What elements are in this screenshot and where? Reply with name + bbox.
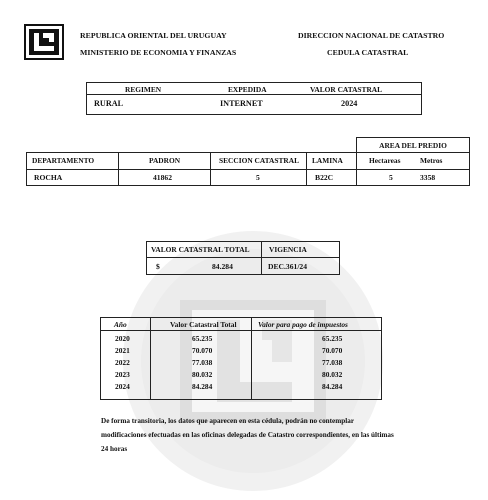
tax-header: Valor para pago de impuestos xyxy=(258,320,348,329)
validity-value: DEC.361/24 xyxy=(268,262,308,271)
property-col-divider xyxy=(118,152,119,186)
table-row xyxy=(100,334,382,344)
lamina-value: B22C xyxy=(315,173,334,182)
meters-value: 3358 xyxy=(420,173,436,182)
total-col-divider xyxy=(261,241,262,275)
year-cell: 2021 xyxy=(115,346,130,355)
value-year: 2024 xyxy=(341,99,358,108)
lamina-label: LAMINA xyxy=(312,156,343,165)
value-label: VALOR CATASTRAL xyxy=(310,85,383,94)
year-cell: 2020 xyxy=(115,334,130,343)
table-row xyxy=(100,382,382,392)
tax-cell: 65.235 xyxy=(322,334,343,343)
validity-label: VIGENCIA xyxy=(269,245,307,254)
summary-divider xyxy=(86,94,422,95)
total-header: Valor Catastral Total xyxy=(170,320,237,329)
total-cell: 65.235 xyxy=(192,334,213,343)
issued-label: EXPEDIDA xyxy=(228,85,267,94)
padron-label: PADRON xyxy=(149,156,181,165)
section-label: SECCION CATASTRAL xyxy=(219,156,300,165)
table-row xyxy=(100,370,382,380)
total-value-label: VALOR CATASTRAL TOTAL xyxy=(151,245,250,254)
hectares-value: 5 xyxy=(389,173,393,182)
document-title: CEDULA CATASTRAL xyxy=(327,48,409,57)
padron-value: 41862 xyxy=(153,173,172,182)
table-row xyxy=(100,346,382,356)
department-value: ROCHA xyxy=(34,173,63,182)
table-row xyxy=(100,358,382,368)
area-title: AREA DEL PREDIO xyxy=(379,141,447,150)
total-cell: 80.032 xyxy=(192,370,213,379)
tax-cell: 70.070 xyxy=(322,346,343,355)
department-label: DEPARTAMENTO xyxy=(32,156,95,165)
section-value: 5 xyxy=(256,173,260,182)
total-amount: 84.284 xyxy=(212,262,233,271)
republic-name: REPUBLICA ORIENTAL DEL URUGUAY xyxy=(80,31,227,40)
tax-cell: 84.284 xyxy=(322,382,343,391)
total-cell: 77.038 xyxy=(192,358,213,367)
issued-value: INTERNET xyxy=(220,99,263,108)
currency-symbol: $ xyxy=(156,262,160,271)
year-header: Año xyxy=(114,320,127,329)
regime-value: RURAL xyxy=(94,99,124,108)
year-cell: 2024 xyxy=(115,382,130,391)
regime-label: REGIMEN xyxy=(125,85,162,94)
catastro-logo-icon xyxy=(24,24,64,60)
year-cell: 2023 xyxy=(115,370,130,379)
total-cell: 84.284 xyxy=(192,382,213,391)
total-row-divider xyxy=(146,257,340,258)
disclaimer-note: De forma transitoria, los datos que aparecen en esta cédula, podrán no contemplar modificaciones efectuadas en las oficinas delegadas de Catastro correspondientes, en las últimas 24 horas xyxy=(101,417,394,453)
history-header-divider xyxy=(100,330,382,331)
direction-name: DIRECCION NACIONAL DE CATASTRO xyxy=(298,31,445,40)
total-cell: 70.070 xyxy=(192,346,213,355)
property-col-divider xyxy=(306,152,307,186)
property-col-divider xyxy=(356,152,357,186)
year-cell: 2022 xyxy=(115,358,130,367)
meters-label: Metros xyxy=(420,156,443,165)
property-row-divider xyxy=(26,169,470,170)
hectares-label: Hectareas xyxy=(369,156,401,165)
tax-cell: 80.032 xyxy=(322,370,343,379)
property-col-divider xyxy=(210,152,211,186)
history-header-row xyxy=(100,320,382,330)
ministry-name: MINISTERIO DE ECONOMIA Y FINANZAS xyxy=(80,48,237,57)
tax-cell: 77.038 xyxy=(322,358,343,367)
